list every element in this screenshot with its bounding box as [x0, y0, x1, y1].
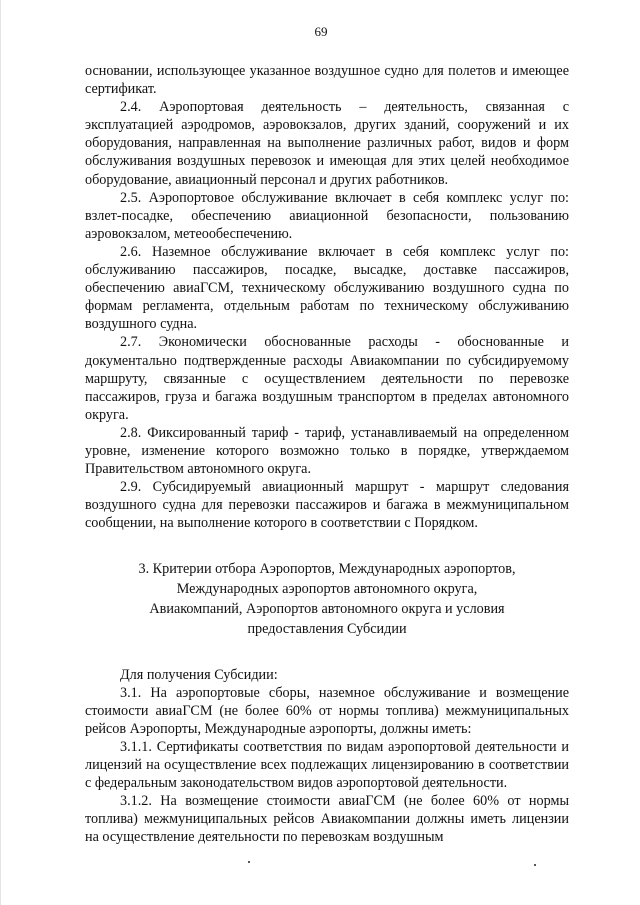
- scan-speck: [248, 861, 250, 863]
- paragraph-2-9: 2.9. Субсидируемый авиационный маршрут - маршрут следования воздушного судна для перевозки пассажиров и багажа в межмуниципальном сообщении, на выполнение которого в соответствии с Порядком.: [85, 479, 569, 532]
- paragraph-2-5: 2.5. Аэропортовое обслуживание включает в себя комплекс услуг по: взлет-посадке, обеспечению авиационной безопасности, пользованию аэровокзалом, метеообеспечению.: [85, 189, 569, 242]
- paragraph-2-6: 2.6. Наземное обслуживание включает в себя комплекс услуг по: обслуживанию пассажиров, посадке, высадке, доставке пассажиров, обеспечению авиаГСМ, техническому обслуживанию воздушного судна по формам регламента, отдельным работам по техническому обслуживанию воздушного судна.: [85, 243, 569, 333]
- paragraph-continuation: основании, использующее указанное воздушное судно для полетов и имеющее сертификат.: [85, 63, 569, 98]
- paragraph-3-1: 3.1. На аэропортовые сборы, наземное обслуживание и возмещение стоимости авиаГСМ (не более 60% от нормы топлива) межмуниципальных рейсов Аэропорты, Международные аэропорты, должны иметь:: [85, 684, 569, 737]
- paragraph-2-7: 2.7. Экономически обоснованные расходы - обоснованные и документально подтвержденные расходы Авиакомпании по субсидируемому маршруту, связанные с осуществлением деятельности по перевозке пассажиров, груза и багажа воздушным транспортом в пределах автономного округа.: [85, 334, 569, 423]
- page-content: [85, 62, 569, 847]
- section-heading-line-3: Авиакомпаний, Аэропортов автономного округа и условия: [149, 601, 505, 618]
- section-heading-line-4: предоставления Субсидии: [247, 620, 407, 637]
- paragraph-2-8: 2.8. Фиксированный тариф - тариф, устанавливаемый на определенном уровне, изменение которого возможно только в порядке, утверждаемом Правительством автономного округа.: [85, 424, 569, 478]
- scan-speck: [534, 864, 536, 866]
- paragraph-3-1-2: 3.1.2. На возмещение стоимости авиаГСМ (не более 60% от нормы топлива) межмуниципальных рейсов Авиакомпании должны иметь лицензии на осуществление деятельности по перевозкам воздушным: [85, 793, 569, 846]
- section-heading-line-2: Международных аэропортов автономного округа,: [176, 581, 478, 598]
- paragraph-intro: Для получения Субсидии:: [120, 666, 278, 683]
- page-number: 69: [314, 24, 328, 39]
- paragraph-3-1-1: 3.1.1. Сертификаты соответствия по видам аэропортовой деятельности и лицензий на осуществление всех подлежащих лицензированию в соответствии с федеральным законодательством видов аэропортовой деятельности.: [85, 739, 569, 792]
- paragraph-2-4: 2.4. Аэропортовая деятельность – деятельность, связанная с эксплуатацией аэродромов, аэровокзалов, других зданий, сооружений и их оборудования, направленная на выполнение различных работ, видов и форм обслуживания воздушных перевозок и имеющая для этих целей необходимое оборудование, авиационный персонал и других работников.: [85, 99, 569, 188]
- section-heading: [85, 560, 569, 639]
- section-heading-line-1: 3. Критерии отбора Аэропортов, Международных аэропортов,: [138, 561, 516, 578]
